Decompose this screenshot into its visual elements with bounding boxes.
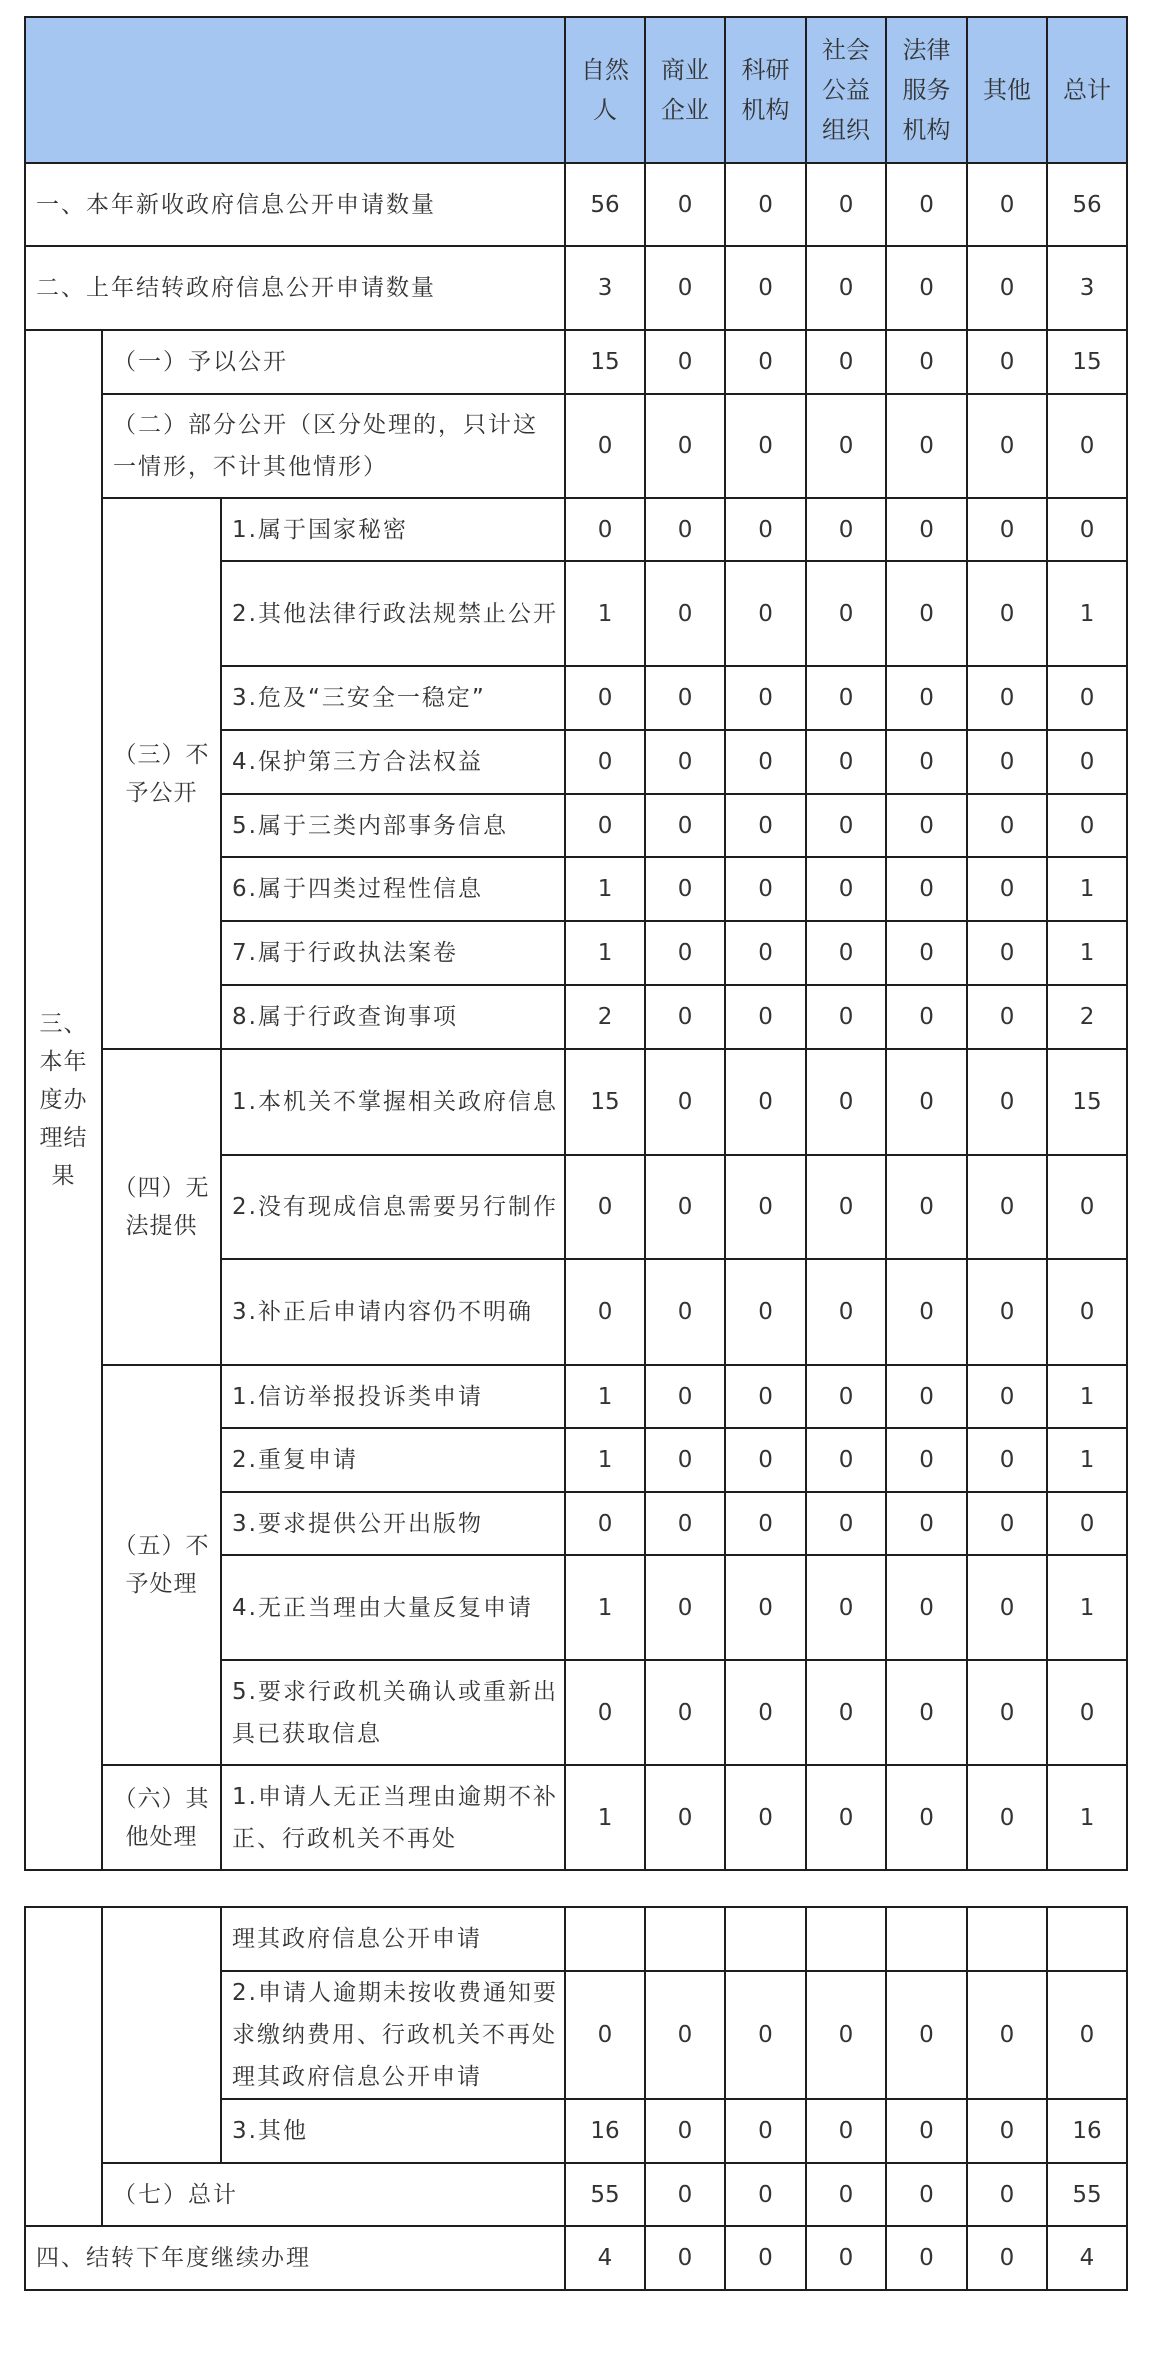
cell-total: 0: [1047, 794, 1127, 857]
cell-public-welfare: 0: [806, 330, 886, 394]
cell-other: 0: [967, 794, 1047, 857]
cell-commercial: 0: [645, 498, 725, 561]
cell-total: 1: [1047, 1428, 1127, 1492]
cell-other: 0: [967, 857, 1047, 921]
cell-total: 0: [1047, 730, 1127, 794]
table-row: [25, 163, 1127, 246]
cell-other: 0: [967, 246, 1047, 330]
cell-natural-person: 16: [565, 2099, 645, 2163]
cell-research: 0: [725, 1155, 806, 1259]
sub-row-label: 1.本机关不掌握相关政府信息: [221, 1049, 565, 1155]
row-label-total: （七）总计: [102, 2163, 565, 2226]
cell-legal-service: 0: [886, 1259, 967, 1365]
cell-legal-service: 0: [886, 330, 967, 394]
cell-other: 0: [967, 1971, 1047, 2099]
cell-natural-person: 0: [565, 394, 645, 498]
cell-natural-person: 1: [565, 1555, 645, 1660]
row-label-carried-over: 二、上年结转政府信息公开申请数量: [25, 246, 565, 330]
cell-other: 0: [967, 666, 1047, 730]
cell-total: 0: [1047, 1492, 1127, 1555]
cell-other: 0: [967, 1259, 1047, 1365]
cell-commercial: 0: [645, 1555, 725, 1660]
cell-research: 0: [725, 1259, 806, 1365]
cell-public-welfare: 0: [806, 1428, 886, 1492]
row-label-carry-next: 四、结转下年度继续办理: [25, 2226, 565, 2290]
cell-research: 0: [725, 1492, 806, 1555]
sub-row-label: 3.危及“三安全一稳定”: [221, 666, 565, 730]
group-label-not-processed: （五）不予处理: [102, 1365, 221, 1765]
cell-public-welfare: 0: [806, 163, 886, 246]
cell-public-welfare: 0: [806, 1365, 886, 1428]
col-header-research: 科研机构: [725, 17, 806, 163]
table-row: [25, 1765, 1127, 1870]
cell-other: 0: [967, 561, 1047, 666]
cell-other: 0: [967, 921, 1047, 985]
cell-commercial: 0: [645, 561, 725, 666]
cell-legal-service: 0: [886, 2226, 967, 2290]
row-label-public: （一）予以公开: [102, 330, 565, 394]
cell-natural-person: 0: [565, 666, 645, 730]
cell-research: 0: [725, 921, 806, 985]
cell-commercial: 0: [645, 2226, 725, 2290]
cell-public-welfare: 0: [806, 730, 886, 794]
cell-other: 0: [967, 1660, 1047, 1765]
sub-row-label: 2.其他法律行政法规禁止公开: [221, 561, 565, 666]
cell-legal-service: 0: [886, 163, 967, 246]
cell-commercial: 0: [645, 1492, 725, 1555]
cell-commercial: 0: [645, 794, 725, 857]
cell-natural-person: 0: [565, 1971, 645, 2099]
cell-total: 1: [1047, 1765, 1127, 1870]
cell-total: 0: [1047, 1155, 1127, 1259]
cell-legal-service: 0: [886, 1365, 967, 1428]
cell-legal-service: 0: [886, 1428, 967, 1492]
sub-row-label: 2.没有现成信息需要另行制作: [221, 1155, 565, 1259]
cell-public-welfare: 0: [806, 857, 886, 921]
cell-total: 16: [1047, 2099, 1127, 2163]
cell-other: 0: [967, 1049, 1047, 1155]
cell-other: 0: [967, 985, 1047, 1049]
cell-legal-service: 0: [886, 921, 967, 985]
section-label-results: 三、本年度办理结果: [25, 330, 102, 1870]
sub-row-label: 1.属于国家秘密: [221, 498, 565, 561]
group-label-unable: （四）无法提供: [102, 1049, 221, 1365]
cell-public-welfare: 0: [806, 666, 886, 730]
cell-total: 0: [1047, 1971, 1127, 2099]
sub-row-label: 6.属于四类过程性信息: [221, 857, 565, 921]
cell-natural-person: 55: [565, 2163, 645, 2226]
cell-commercial: 0: [645, 1049, 725, 1155]
cell-research: 0: [725, 1428, 806, 1492]
cell-legal-service: 0: [886, 985, 967, 1049]
cell-other: 0: [967, 394, 1047, 498]
cell-legal-service: 0: [886, 2099, 967, 2163]
cell-other: 0: [967, 1765, 1047, 1870]
col-header-legal-service: 法律服务机构: [886, 17, 967, 163]
cell-public-welfare: 0: [806, 561, 886, 666]
cell-natural-person: 0: [565, 730, 645, 794]
cell-research: 0: [725, 561, 806, 666]
cell-legal-service: 0: [886, 2163, 967, 2226]
cell-natural-person: 1: [565, 561, 645, 666]
cell-research: 0: [725, 394, 806, 498]
cell-natural-person: 1: [565, 1428, 645, 1492]
group-label-not-public: （三）不予公开: [102, 498, 221, 1049]
cell-commercial: 0: [645, 394, 725, 498]
cell-commercial: 0: [645, 2163, 725, 2226]
cell-other: 0: [967, 163, 1047, 246]
cell-legal-service: 0: [886, 1660, 967, 1765]
sub-row-label: 2.申请人逾期未按收费通知要求缴纳费用、行政机关不再处理其政府信息公开申请: [221, 1971, 565, 2099]
row-label-partial: （二）部分公开（区分处理的，只计这一情形，不计其他情形）: [102, 394, 565, 498]
sub-row-label: 3.要求提供公开出版物: [221, 1492, 565, 1555]
cell-other: 0: [967, 2226, 1047, 2290]
table-row: [25, 1907, 1127, 1971]
row-label-new-applications: 一、本年新收政府信息公开申请数量: [25, 163, 565, 246]
cell-public-welfare: 0: [806, 1492, 886, 1555]
cell-commercial: 0: [645, 330, 725, 394]
table-row: [25, 2163, 1127, 2226]
cell-research: 0: [725, 2226, 806, 2290]
cell-commercial: 0: [645, 921, 725, 985]
cell-other: 0: [967, 1428, 1047, 1492]
cell-legal-service: 0: [886, 1971, 967, 2099]
cell-legal-service: 0: [886, 1155, 967, 1259]
cell-total: 1: [1047, 561, 1127, 666]
cell-research: 0: [725, 985, 806, 1049]
cell-commercial: 0: [645, 2099, 725, 2163]
cell-commercial: 0: [645, 730, 725, 794]
cell-research: 0: [725, 1765, 806, 1870]
cell-natural-person: 1: [565, 1765, 645, 1870]
cell-natural-person: 15: [565, 330, 645, 394]
cell-public-welfare: 0: [806, 394, 886, 498]
table-row: [25, 394, 1127, 498]
cell-commercial: 0: [645, 163, 725, 246]
cell-public-welfare: 0: [806, 1971, 886, 2099]
cell-public-welfare: 0: [806, 2099, 886, 2163]
cell-total: 0: [1047, 1660, 1127, 1765]
cell-public-welfare: 0: [806, 1765, 886, 1870]
sub-row-label: 5.要求行政机关确认或重新出具已获取信息: [221, 1660, 565, 1765]
cell-legal-service: 0: [886, 794, 967, 857]
cell-total: 4: [1047, 2226, 1127, 2290]
cell-research: 0: [725, 794, 806, 857]
cell-total: 0: [1047, 666, 1127, 730]
cell-legal-service: 0: [886, 246, 967, 330]
table-row: [25, 498, 1127, 561]
cell-natural-person: 1: [565, 857, 645, 921]
cell-other: 0: [967, 730, 1047, 794]
cell-research: 0: [725, 2099, 806, 2163]
sub-row-label: 3.补正后申请内容仍不明确: [221, 1259, 565, 1365]
cell-commercial: 0: [645, 246, 725, 330]
cell-legal-service: 0: [886, 394, 967, 498]
cell-legal-service: 0: [886, 1049, 967, 1155]
cell-natural-person: 0: [565, 1155, 645, 1259]
table-row: [25, 330, 1127, 394]
table-row: [25, 246, 1127, 330]
cell-public-welfare: 0: [806, 985, 886, 1049]
cell-commercial: 0: [645, 1365, 725, 1428]
cell-legal-service: 0: [886, 1765, 967, 1870]
cell-other: 0: [967, 2163, 1047, 2226]
cell-legal-service: 0: [886, 1555, 967, 1660]
cell-research: 0: [725, 666, 806, 730]
main-stats-table: [24, 16, 1128, 1871]
cell-research: 0: [725, 330, 806, 394]
cell-commercial: 0: [645, 1259, 725, 1365]
col-header-other: 其他: [967, 17, 1047, 163]
sub-row-label: 2.重复申请: [221, 1428, 565, 1492]
cell-natural-person: 0: [565, 498, 645, 561]
col-header-commercial: 商业企业: [645, 17, 725, 163]
cell-other: 0: [967, 1492, 1047, 1555]
cell-natural-person: 1: [565, 921, 645, 985]
cell-natural-person: 0: [565, 1492, 645, 1555]
cell-total: 15: [1047, 330, 1127, 394]
cell-legal-service: 0: [886, 666, 967, 730]
cell-other: 0: [967, 2099, 1047, 2163]
cell-other: 0: [967, 498, 1047, 561]
cell-public-welfare: 0: [806, 498, 886, 561]
cell-research: 0: [725, 857, 806, 921]
cell-commercial: 0: [645, 666, 725, 730]
cell-other: 0: [967, 1155, 1047, 1259]
sub-row-label: 4.保护第三方合法权益: [221, 730, 565, 794]
cell-commercial: 0: [645, 1660, 725, 1765]
cell-public-welfare: 0: [806, 1555, 886, 1660]
cell-research: 0: [725, 163, 806, 246]
cell-legal-service: 0: [886, 730, 967, 794]
cell-public-welfare: 0: [806, 246, 886, 330]
cell-public-welfare: 0: [806, 2226, 886, 2290]
cell-research: 0: [725, 1660, 806, 1765]
table-row: [25, 2226, 1127, 2290]
group-label-cont: [102, 1907, 221, 2163]
cell-total: 1: [1047, 921, 1127, 985]
cell-natural-person: 0: [565, 794, 645, 857]
sub-row-label: 1.申请人无正当理由逾期不补正、行政机关不再处: [221, 1765, 565, 1870]
header-blank-cell: [25, 17, 565, 163]
sub-row-label: 3.其他: [221, 2099, 565, 2163]
cell-other: 0: [967, 1365, 1047, 1428]
cell-research: 0: [725, 498, 806, 561]
cell-natural-person: 4: [565, 2226, 645, 2290]
cell-commercial: 0: [645, 857, 725, 921]
cell-research: 0: [725, 1049, 806, 1155]
cell-legal-service: 0: [886, 857, 967, 921]
continuation-table: [24, 1906, 1128, 2291]
table-row: [25, 1365, 1127, 1428]
cell-other: 0: [967, 330, 1047, 394]
cell-total: 0: [1047, 1259, 1127, 1365]
col-header-natural-person: 自然人: [565, 17, 645, 163]
sub-row-label: 4.无正当理由大量反复申请: [221, 1555, 565, 1660]
cell-research: 0: [725, 1555, 806, 1660]
cell-natural-person: 56: [565, 163, 645, 246]
sub-row-label: 5.属于三类内部事务信息: [221, 794, 565, 857]
cell-public-welfare: 0: [806, 1049, 886, 1155]
cell-legal-service: 0: [886, 561, 967, 666]
cell-public-welfare: 0: [806, 1660, 886, 1765]
cell-research: 0: [725, 1971, 806, 2099]
cell-public-welfare: 0: [806, 794, 886, 857]
col-header-total: 总计: [1047, 17, 1127, 163]
cell-public-welfare: 0: [806, 1259, 886, 1365]
cell-total: 0: [1047, 394, 1127, 498]
cell-commercial: 0: [645, 1971, 725, 2099]
group-label-other-processing: （六）其他处理: [102, 1765, 221, 1870]
cell-commercial: 0: [645, 1765, 725, 1870]
col-header-public-welfare: 社会公益组织: [806, 17, 886, 163]
cell-total: 15: [1047, 1049, 1127, 1155]
cell-other: 0: [967, 1555, 1047, 1660]
cell-research: 0: [725, 2163, 806, 2226]
section-label-cont: [25, 1907, 102, 2226]
cell-natural-person: 0: [565, 1660, 645, 1765]
cell-total: 1: [1047, 1555, 1127, 1660]
cell-legal-service: 0: [886, 1492, 967, 1555]
cell-public-welfare: 0: [806, 1155, 886, 1259]
cell-commercial: 0: [645, 1155, 725, 1259]
sub-row-label: 理其政府信息公开申请: [221, 1907, 565, 1971]
sub-row-label: 7.属于行政执法案卷: [221, 921, 565, 985]
cell-public-welfare: 0: [806, 2163, 886, 2226]
table-row: [25, 1049, 1127, 1155]
cell-total: 56: [1047, 163, 1127, 246]
cell-research: 0: [725, 730, 806, 794]
cell-total: 3: [1047, 246, 1127, 330]
cell-total: 1: [1047, 857, 1127, 921]
cell-natural-person: 3: [565, 246, 645, 330]
cell-natural-person: 15: [565, 1049, 645, 1155]
cell-commercial: 0: [645, 1428, 725, 1492]
cell-research: 0: [725, 246, 806, 330]
sub-row-label: 8.属于行政查询事项: [221, 985, 565, 1049]
cell-natural-person: 2: [565, 985, 645, 1049]
cell-total: 0: [1047, 498, 1127, 561]
cell-total: 2: [1047, 985, 1127, 1049]
table-header-row: [25, 17, 1127, 163]
cell-total: 1: [1047, 1365, 1127, 1428]
cell-legal-service: 0: [886, 498, 967, 561]
cell-total: 55: [1047, 2163, 1127, 2226]
cell-natural-person: 0: [565, 1259, 645, 1365]
cell-research: 0: [725, 1365, 806, 1428]
cell-commercial: 0: [645, 985, 725, 1049]
sub-row-label: 1.信访举报投诉类申请: [221, 1365, 565, 1428]
cell-public-welfare: 0: [806, 921, 886, 985]
cell-natural-person: 1: [565, 1365, 645, 1428]
